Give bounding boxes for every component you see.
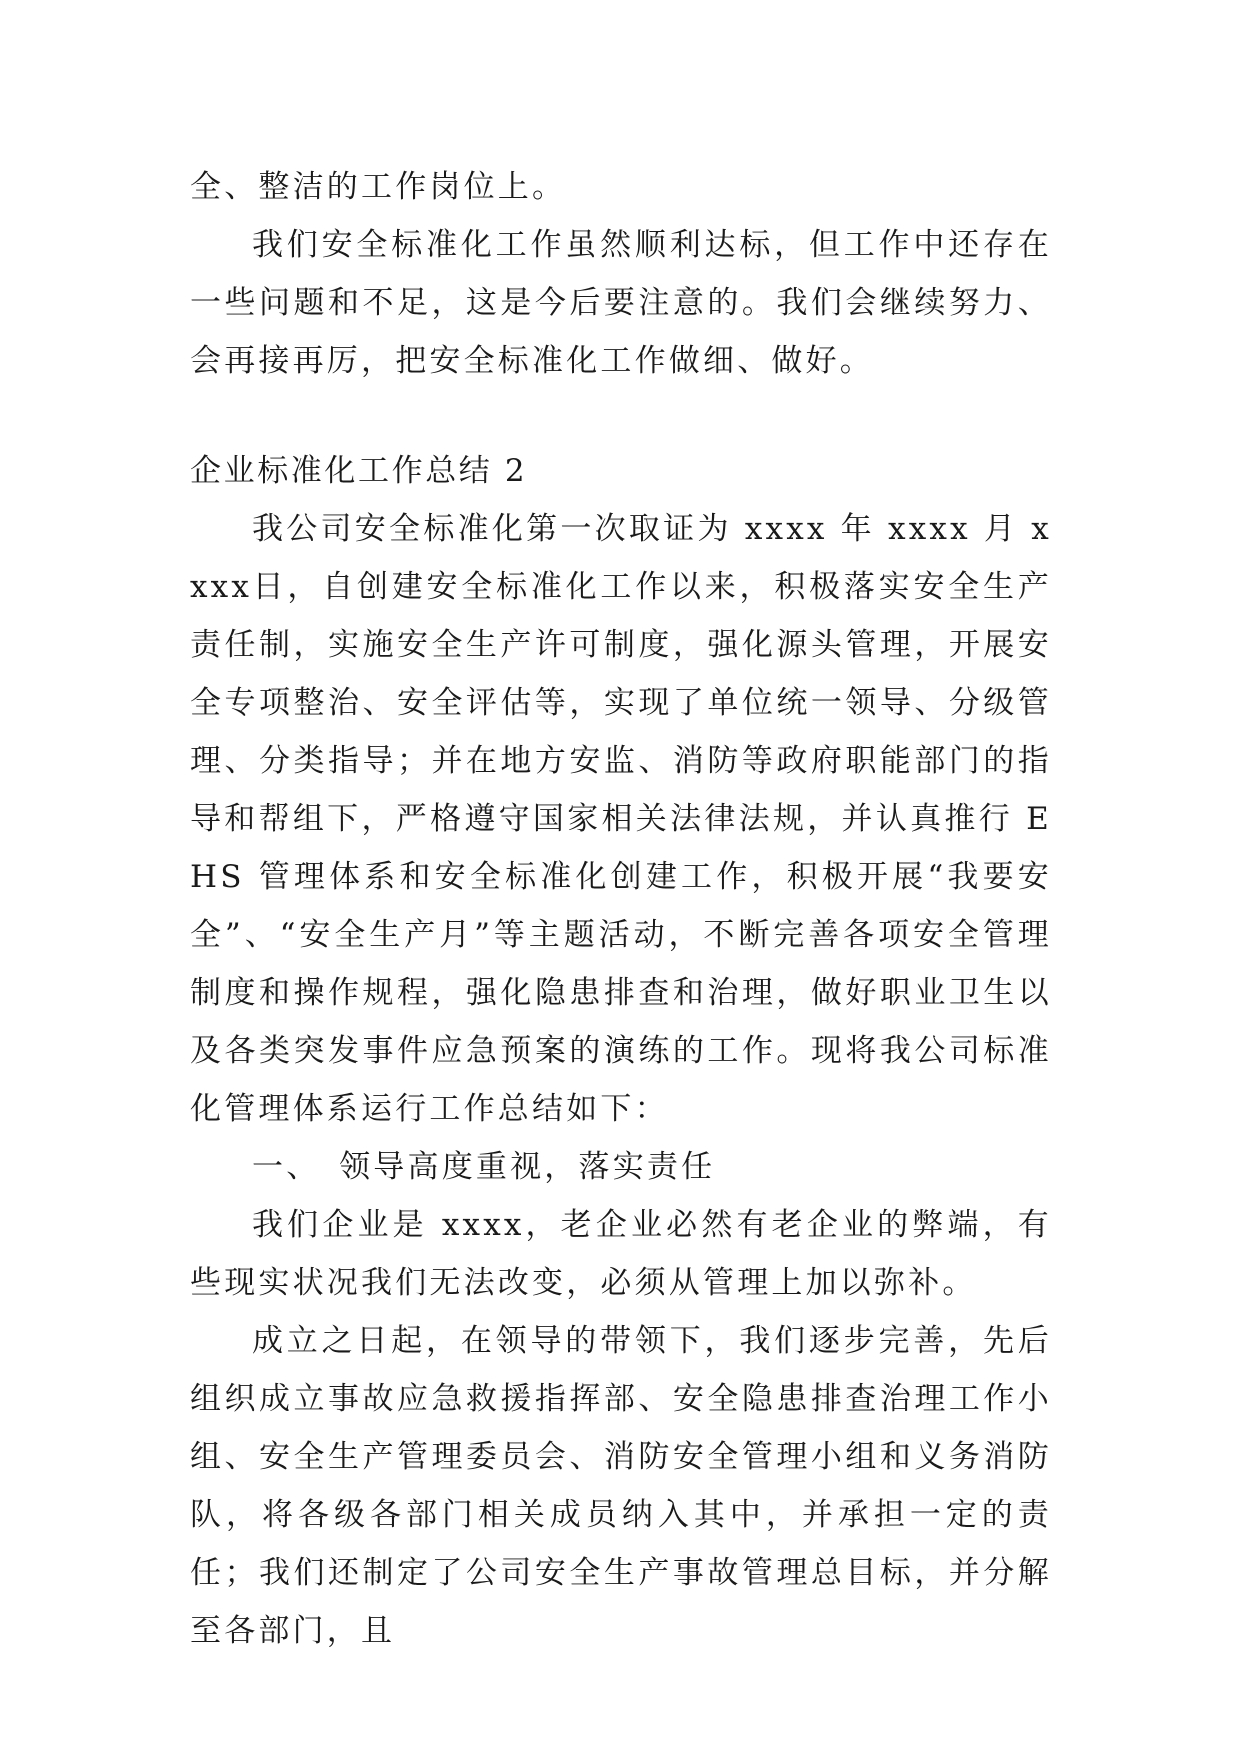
document-title: 企业标准化工作总结 2 xyxy=(190,453,528,489)
document-body xyxy=(190,158,1052,1660)
paragraph-continuation: 全、整洁的工作岗位上。 xyxy=(190,169,567,205)
paragraph-conclusion: 我们安全标准化工作虽然顺利达标，但工作中还存在一些问题和不足，这是今后要注意的。我们会继续努力、会再接再厉，把安全标准化工作做细、做好。 xyxy=(190,227,1052,379)
paragraph-enterprise: 我们企业是 xxxx，老企业必然有老企业的弊端，有些现实状况我们无法改变，必须从管理上加以弥补。 xyxy=(190,1207,1052,1301)
section-heading: 一、 领导高度重视，落实责任 xyxy=(252,1149,716,1185)
paragraph-organization: 成立之日起，在领导的带领下，我们逐步完善，先后组织成立事故应急救援指挥部、安全隐患排查治理工作小组、安全生产管理委员会、消防安全管理小组和义务消防队，将各级各部门相关成员纳入其中，并承担一定的责任；我们还制定了公司安全生产事故管理总目标，并分解至各部门，且 xyxy=(190,1323,1052,1649)
paragraph-intro: 我公司安全标准化第一次取证为 xxxx 年 xxxx 月 xxxx日，自创建安全标准化工作以来，积极落实安全生产责任制，实施安全生产许可制度，强化源头管理，开展安全专项整治、安全评估等，实现了单位统一领导、分级管理、分类指导；并在地方安监、消防等政府职能部门的指导和帮组下，严格遵守国家相关法律法规，并认真推行 EHS 管理体系和安全标准化创建工作，积极开展“我要安全”、“安全生产月”等主题活动，不断完善各项安全管理制度和操作规程，强化隐患排查和治理，做好职业卫生以及各类突发事件应急预案的演练的工作。现将我公司标准化管理体系运行工作总结如下： xyxy=(190,511,1052,1127)
